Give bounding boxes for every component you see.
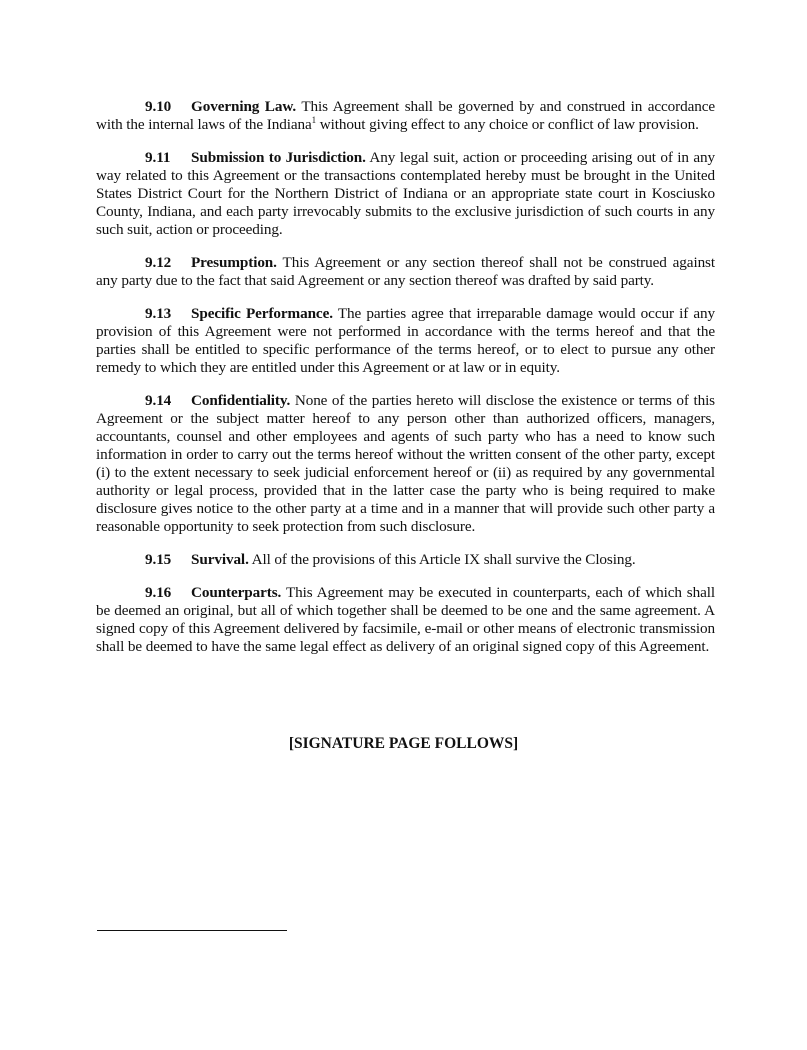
section-title: Counterparts. (191, 584, 282, 601)
section-text: This Agreement or any section thereof shall not be construed against any party due to the fact that said Agreement or any section thereof was drafted by said party. (96, 254, 715, 289)
section-9-13-specific-performance (96, 305, 715, 377)
section-number: 9.10 (145, 98, 172, 115)
section-number: 9.16 (145, 584, 172, 601)
footnote-separator (97, 930, 287, 931)
section-9-14-confidentiality (96, 392, 715, 536)
section-title: Submission to Jurisdiction. (191, 149, 366, 166)
section-text: This Agreement shall be governed by and construed in accordance with the internal laws of the Indiana (96, 98, 715, 133)
section-title: Presumption. (191, 254, 277, 271)
section-title: Specific Performance. (191, 305, 333, 322)
section-title: Confidentiality. (191, 392, 291, 409)
section-number: 9.13 (145, 305, 172, 322)
section-text: The parties agree that irreparable damage would occur if any provision of this Agreement were not performed in accordance with the terms hereof and that the parties shall be entitled to specific performance of the terms hereof, or to elect to pursue any other remedy to which they are entitled under this Agreement or at law or in equity. (96, 305, 715, 376)
section-text: All of the provisions of this Article IX shall survive the Closing. (248, 551, 636, 568)
section-text: This Agreement may be executed in counterparts, each of which shall be deemed an original, but all of which together shall be deemed to be one and the same agreement. A signed copy of this Agreement delivered by facsimile, e-mail or other means of electronic transmission shall be deemed to have the same legal effect as delivery of an original signed copy of this Agreement. (96, 584, 715, 655)
section-9-15-survival (96, 551, 715, 569)
section-9-16-counterparts (96, 584, 715, 656)
section-number: 9.11 (145, 149, 171, 166)
section-text: Any legal suit, action or proceeding arising out of in any way related to this Agreement or the transactions contemplated hereby must be brought in the United States District Court for the Northern District of Indiana or an appropriate state court in Kosciusko County, Indiana, and each party irrevocably submits to the exclusive jurisdiction of such courts in any such suit, action or proceeding. (96, 149, 715, 238)
document-body (96, 98, 715, 671)
section-text: None of the parties hereto will disclose the existence or terms of this Agreement or the subject matter hereof to any person other than authorized officers, managers, accountants, counsel and other employees and agents of such party who has a need to know such information in order to carry out the terms hereof without the written consent of the other party, except (i) to the extent necessary to seek judicial enforcement hereof or (ii) as required by any governmental authority or legal process, provided that in the latter case the party who is being required to make disclosure gives notice to the other party at a time and in a manner that will provide such other party a reasonable opportunity to seek protection from such disclosure. (96, 392, 715, 535)
section-number: 9.14 (145, 392, 172, 409)
section-title: Governing Law. (191, 98, 297, 115)
footnote-reference[interactable]: 1 (311, 114, 317, 125)
section-9-11-submission-to-jurisdiction (96, 149, 715, 239)
signature-page-notice: [SIGNATURE PAGE FOLLOWS] (288, 735, 519, 752)
section-9-10-governing-law (96, 98, 715, 134)
section-text: without giving effect to any choice or conflict of law provision. (316, 116, 699, 133)
section-number: 9.12 (145, 254, 172, 271)
section-9-12-presumption (96, 254, 715, 290)
section-title: Survival. (191, 551, 249, 568)
section-number: 9.15 (145, 551, 172, 568)
